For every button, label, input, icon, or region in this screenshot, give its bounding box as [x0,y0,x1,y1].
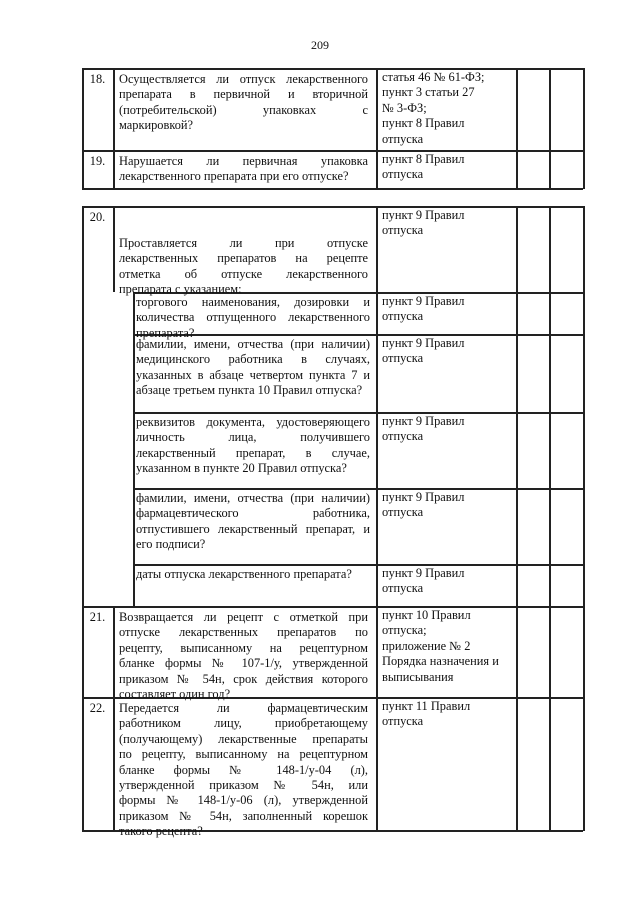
legal-basis-text-line: пункт 9 Правил [382,208,465,222]
subitem-requirement-text-line: лекарственный препарат, в случае, [136,445,370,460]
legal-basis-text-line: пункт 11 Правил [382,699,471,713]
subitem-requirement-text-line: медицинского работника в случаях, [136,352,370,367]
subitem-legal-basis-text-line: пункт 9 Правил [382,566,465,580]
column-border [113,68,115,151]
column-border [82,697,84,831]
row-number: 21. [89,610,106,624]
requirement-text-line: Передается ли фармацевтическим [119,701,368,715]
requirement-text [119,154,368,185]
column-border [376,697,378,831]
legal-basis-text-line: приложение № 2 [382,638,471,653]
requirement-text [119,236,368,298]
subitem-requirement-text [136,295,370,341]
subitem-requirement-text-line: абзаце третьем пункта 10 Правил отпуска? [136,383,363,398]
subitem-border [133,488,583,490]
legal-basis-text-line: отпуска [382,714,424,729]
legal-basis-text-line: пункт 8 Правил [382,116,465,131]
row-number: 18. [89,72,106,86]
row-number: 22. [89,701,106,715]
subitem-legal-basis-text-line: пункт 9 Правил [382,336,465,350]
subitem-requirement-text-line: торгового наименования, дозировки и [136,295,370,309]
requirement-text-line: Осуществляется ли отпуск лекарственного [119,72,368,86]
column-border [376,150,378,189]
legal-basis-text-line: выписывания [382,669,454,684]
legal-basis-text-line: пункт 10 Правил [382,608,471,622]
column-border [516,606,518,698]
subitem-legal-basis-text-line: пункт 9 Правил [382,414,465,428]
column-border [516,697,518,831]
subitem-requirement-text-line: реквизитов документа, удостоверяющего [136,415,370,429]
subitem-requirement-text-line: количества отпущенного лекарственного [136,310,370,325]
column-border [583,206,585,607]
legal-basis-text-line: пункт 8 Правил [382,152,465,166]
column-border [376,68,378,151]
row-number: 19. [89,154,106,168]
legal-basis-text-line: отпуска [382,131,424,146]
legal-basis-text [382,608,512,685]
subitem-legal-basis-text-line: отпуска [382,505,424,520]
requirement-text-line: (получающему) лекарственные препараты [119,731,368,746]
subitem-requirement-text [136,491,370,553]
column-border [583,697,585,831]
subitem-legal-basis-text [382,566,512,597]
column-border [549,697,551,831]
legal-basis-text [382,70,512,147]
requirement-text-line: отметка об отпуске лекарственного [119,266,368,281]
legal-basis-text [382,208,512,239]
column-border [82,206,84,607]
column-border [549,68,551,151]
subitem-legal-basis-text [382,490,512,521]
requirement-text-line: работником лицу, приобретающему [119,716,368,731]
subitem-legal-basis-text-line: отпуска [382,309,424,324]
subitem-requirement-text-line: его подписи? [136,537,206,552]
requirement-text-line: Проставляется ли при отпуске [119,236,368,250]
column-border [113,697,115,831]
subitem-requirement-text-line: личность лица, получившего [136,430,370,445]
subitem-legal-basis-text-line: отпуска [382,581,424,596]
subitem-legal-basis-text [382,294,512,325]
legal-basis-text-line: № 3-ФЗ; [382,100,427,115]
legal-basis-text-line: Порядка назначения и [382,654,499,669]
requirement-text-line: Нарушается ли первичная упаковка [119,154,368,168]
column-border [583,68,585,151]
requirement-text-line: маркировкой? [119,118,194,133]
column-border [583,606,585,698]
requirement-text-line: бланке формы № 107-1/у, утвержденной [119,656,368,671]
legal-basis-text-line: статья 46 № 61-ФЗ; [382,70,485,84]
subitem-indent-border [133,292,135,606]
column-border [516,150,518,189]
legal-basis-text-line: пункт 3 статьи 27 [382,85,475,100]
legal-basis-text-line: отпуска; [382,623,427,638]
legal-basis-text [382,152,512,183]
requirement-text-line: (потребительской) упаковках с [119,102,368,117]
column-border [549,606,551,698]
column-border [376,606,378,698]
requirement-text [119,701,368,840]
legal-basis-text-line: отпуска [382,223,424,238]
subitem-legal-basis-text-line: отпуска [382,429,424,444]
requirement-text-line: бланке формы № 148-1/у-04 (л), [119,762,368,777]
subitem-border [133,564,583,566]
requirement-text-line: Возвращается ли рецепт с отметкой при [119,610,368,624]
requirement-text-line: такого рецепта? [119,824,203,839]
requirement-text-line: формы № 148-1/у-06 (л), утвержденной [119,793,368,808]
page-number: 209 [311,38,329,52]
subitem-legal-basis-text [382,336,512,367]
requirement-text-line: приказом № 54н, заполненный корешок [119,808,368,823]
requirement-text-line: препарата в первичной и вторичной [119,87,368,102]
legal-basis-text [382,699,512,730]
requirement-text-line: составляет один год? [119,687,231,702]
subitem-requirement-text-line: указанных в абзаце четвертом пункта 7 и [136,367,370,382]
subitem-requirement-text-line: фамилии, имени, отчества (при наличии) [136,337,370,351]
column-border [516,68,518,151]
subitem-requirement-text-line: фармацевтического работника, [136,506,370,521]
row-bottom-border [82,188,583,190]
requirement-text-line: препарата с указанием: [119,282,242,297]
legal-basis-text-line: отпуска [382,167,424,182]
subitem-legal-basis-text-line: отпуска [382,351,424,366]
requirement-text [119,610,368,702]
subitem-legal-basis-text-line: пункт 9 Правил [382,490,465,504]
subitem-requirement-text-line: указанном в пункте 20 Правил отпуска? [136,461,347,476]
column-border [549,150,551,189]
column-border [113,150,115,189]
requirement-text-line: отпуске лекарственных препаратов по [119,625,368,640]
requirement-text-line: лекарственного препарата при его отпуске? [119,169,349,184]
column-border [516,206,518,607]
requirement-text [119,72,368,134]
subitem-requirement-text [136,567,370,582]
column-border [113,606,115,698]
subitem-legal-basis-text-line: пункт 9 Правил [382,294,465,308]
requirement-text-line: приказом № 54н, срок действия которого [119,671,368,686]
row-number: 20. [89,210,106,224]
subitem-requirement-text-line: препарата? [136,325,195,340]
subitem-requirement-text [136,415,370,477]
requirement-text-line: утвержденной приказом № 54н, или [119,778,368,793]
requirement-text-line: рецепту, выписанному на рецептурном [119,640,368,655]
subitem-border [133,412,583,414]
column-border [583,150,585,189]
subitem-requirement-text-line: отпустившего лекарственный препарат, и [136,521,370,536]
column-border [113,206,115,292]
subitem-legal-basis-text [382,414,512,445]
subitem-requirement-text [136,337,370,399]
requirement-text-line: по рецепту, выписанному на рецептурном [119,747,368,762]
requirement-text-line: лекарственных препаратов на рецепте [119,251,368,266]
subitem-requirement-text-line: фамилии, имени, отчества (при наличии) [136,491,370,505]
subitem-requirement-text-line: даты отпуска лекарственного препарата? [136,567,352,581]
column-border [549,206,551,607]
column-border [376,206,378,607]
